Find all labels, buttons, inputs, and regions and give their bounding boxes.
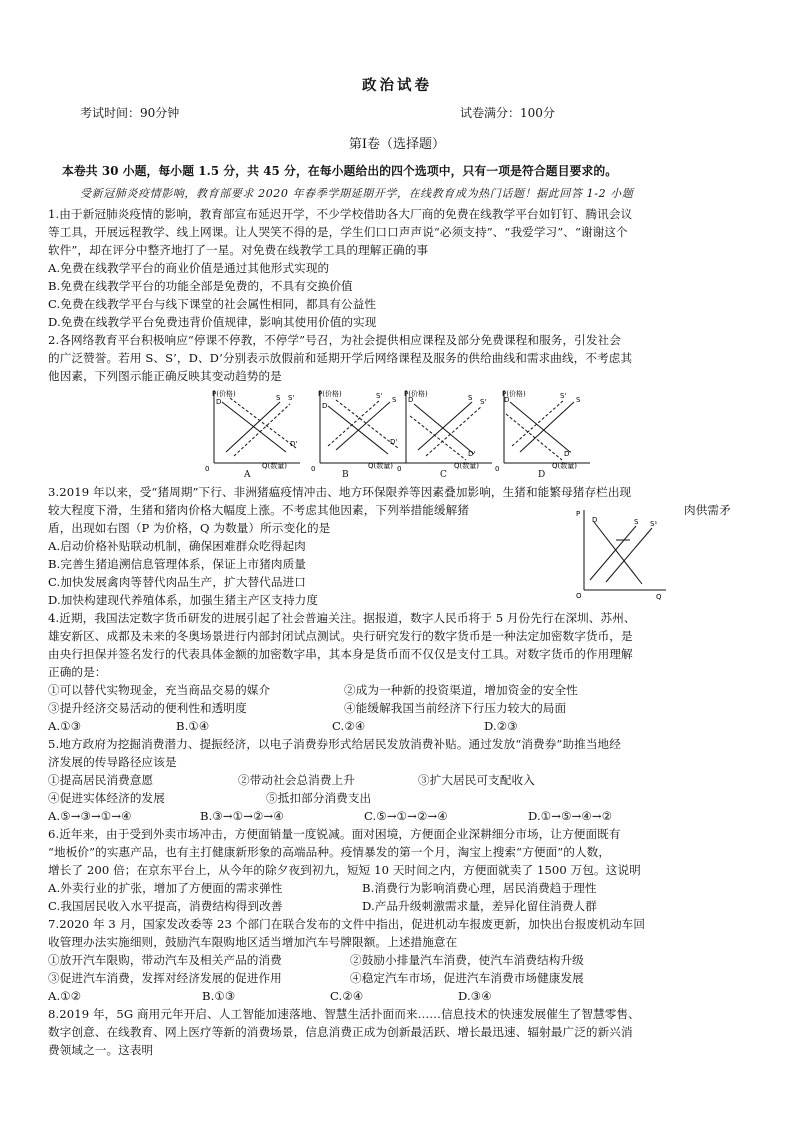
- y-axis-label: P(价格): [318, 390, 342, 398]
- question-5-item: ④促进实体经济的发展: [48, 791, 165, 805]
- y-axis-label: P(价格): [404, 390, 428, 398]
- question-1-stem: 软件”，却在评分中整齐地打了一星。对免费在线教学工具的理解正确的事: [48, 243, 429, 257]
- question-5-item: ⑤抵扣部分消费支出: [266, 791, 372, 805]
- curve-label: S: [276, 394, 281, 402]
- figure-label-b: B: [342, 470, 349, 480]
- question-3-option: C.加快发展禽肉等替代肉品生产，扩大替代品进口: [48, 575, 306, 589]
- x-axis-label: Q(数量): [454, 462, 479, 470]
- question-7-option: C.②④: [330, 989, 364, 1003]
- curve-label: S': [376, 392, 383, 400]
- question-5-stem: 5.地方政府为挖掘消费潜力、提振经济，以电子消费券形式给居民发放消费补贴。通过发放“消费券”助推当地经: [48, 737, 621, 751]
- origin-label: 0: [397, 465, 402, 473]
- part-heading: 第Ⅰ卷（选择题）: [348, 137, 446, 152]
- question-7-stem: 7.2020 年 3 月，国家发改委等 23 个部门在联合发布的文件中指出，促进机动车报废更新，加快出台报废机动车回: [48, 917, 646, 931]
- question-5-option: A.⑤→③→①→④: [48, 809, 132, 823]
- supply-curve-s: [520, 402, 574, 452]
- demand-curve-d-prime: [410, 416, 466, 460]
- question-8-stem: 费领域之一。这表明: [48, 1043, 154, 1057]
- question-4-option: B.①④: [176, 719, 210, 733]
- origin-label: O: [576, 592, 582, 600]
- question-4-item: ④能缓解我国当前经济下行压力较大的局面: [344, 701, 567, 715]
- supply-curve-s: [418, 402, 472, 450]
- question-3-option: A.启动价格补贴联动机制，确保困难群众吃得起肉: [48, 539, 306, 553]
- supply-curve: [590, 526, 636, 580]
- question-4-item: ②成为一种新的投资渠道，增加资金的安全性: [344, 683, 578, 697]
- question-1-option: D.免费在线教学平台免费违背价值规律，影响其使用价值的实现: [48, 315, 377, 329]
- curve-label: D: [504, 396, 510, 404]
- question-1-option: C.免费在线教学平台与线下课堂的社会属性相同，都具有公益性: [48, 297, 377, 311]
- curve-label: D': [290, 440, 298, 448]
- question-5-stem: 济发展的传导路径应该是: [48, 755, 177, 769]
- question-3-stem: 较大程度下滑，生猪和猪肉价格大幅度上涨。不考虑其他因素，下列举措能缓解猪: [48, 503, 469, 517]
- question-1-option: A.免费在线教学平台的商业价值是通过其他形式实现的: [48, 261, 330, 275]
- question-2-stem: 的广泛赞誉。若用 S、S’，D、D’分别表示放假前和延期开学后网络课程及服务的供给曲线和需求曲线，不考虑其: [48, 351, 633, 365]
- question-7-option: A.①②: [48, 989, 82, 1003]
- d-label: D: [592, 516, 598, 524]
- question-3-figure: [570, 506, 670, 606]
- demand-curve-d: [414, 404, 474, 454]
- question-3-stem: 3.2019 年以来，受“猪周期”下行、非洲猪瘟疫情冲击、地方环保限养等因素叠加影响，生猪和能繁母猪存栏出现: [48, 485, 632, 499]
- curve-label: S: [392, 396, 397, 404]
- q-axis-label: Q: [656, 593, 662, 601]
- curve-label: D': [390, 438, 398, 446]
- question-4-stem: 由央行担保并签名发行的代表具体金额的加密数字串，其本身是货币而不仅仅是支付工具。对数字货币的作用理解: [48, 647, 633, 661]
- question-1-stem: 1.由于新冠肺炎疫情的影响，教育部宣布延迟开学，不少学校借助各大厂商的免费在线教学平台如钉钉、腾讯会议: [48, 207, 633, 221]
- question-8-stem: 8.2019 年，5G 商用元年开启、人工智能加速落地、智慧生活扑面而来……信息技术的快速发展催生了智慧零售、: [48, 1007, 640, 1021]
- curve-label: D: [408, 396, 414, 404]
- question-7-item: ④稳定汽车市场，促进汽车消费市场健康发展: [350, 971, 584, 985]
- figure-label-a: A: [244, 470, 251, 480]
- curve-label: S: [576, 396, 581, 404]
- question-7-item: ③促进汽车消费，发挥对经济发展的促进作用: [48, 971, 282, 985]
- question-6-option: A.外卖行业的扩张，增加了方便面的需求弹性: [48, 881, 283, 895]
- y-axis-label: P(价格): [502, 390, 526, 398]
- question-3-stem: 肉供需矛: [684, 503, 731, 517]
- question-2-figure-a: [200, 386, 305, 482]
- demand-curve-d: [222, 402, 286, 452]
- question-5-option: B.③→①→②→④: [200, 809, 284, 823]
- question-4-item: ③提升经济交易活动的便利性和透明度: [48, 701, 247, 715]
- curve-label: D: [216, 398, 222, 406]
- y-axis-label: P(价格): [212, 390, 236, 398]
- question-5-item: ①提高居民消费意愿: [48, 773, 154, 787]
- s-label: S: [634, 518, 639, 526]
- question-4-stem: 雄安新区、成都及未来的冬奥场景进行内部封闭试点测试。央行研究发行的数字货币是一种法定加密数字货币，是: [48, 629, 633, 643]
- question-6-stem: 增长了 200 倍；在京东平台上，从今年的除夕夜到初九，短短 10 天时间之内，方便面就卖了 1500 万包。这说明: [48, 863, 641, 877]
- demand-curve: [594, 522, 642, 584]
- origin-label: 0: [311, 465, 316, 473]
- question-1-stem: 等工具，开展远程教学、线上网课。让人哭笑不得的是，学生们口口声声说“必须支持”、“我爱学习”、“谢谢这个: [48, 225, 628, 239]
- p-axis-label: P: [576, 510, 581, 518]
- question-5-option: C.⑤→①→②→④: [364, 809, 448, 823]
- question-2-stem: 他因素，下列图示能正确反映其变动趋势的是: [48, 369, 282, 383]
- exam-time: 考试时间：90分钟: [80, 106, 180, 120]
- curve-label: D': [468, 450, 476, 458]
- question-4-option: A.①③: [48, 719, 82, 733]
- question-3-option: B.完善生猪追溯信息管理体系，保证上市猪肉质量: [48, 557, 306, 571]
- curve-label: D: [322, 402, 328, 410]
- question-4-option: C.②④: [332, 719, 366, 733]
- curve-label: S': [288, 394, 295, 402]
- instructions: 本卷共 30 小题，每小题 1.5 分，共 45 分，在每小题给出的四个选项中，只有一项是符合题目要求的。: [62, 164, 618, 178]
- question-6-option: D.产品升级刺激需求量，差异化留住消费人群: [362, 899, 597, 913]
- question-4-stem: 4.近期，我国法定数字货币研发的进展引起了社会普遍关注。据报道，数字人民币将于 5 月份先行在深圳、苏州、: [48, 611, 636, 625]
- question-8-stem: 数字创意、在线教育、网上医疗等新的消费场景，信息消费正成为创新最活跃、增长最迅速、辐射最广泛的新兴消: [48, 1025, 633, 1039]
- question-1-option: B.免费在线教学平台的功能全部是免费的，不具有交换价值: [48, 279, 353, 293]
- supply-curve-s: [336, 402, 390, 450]
- x-axis-label: Q(数量): [552, 462, 577, 470]
- curve-label: S': [480, 398, 487, 406]
- figure-label-d: D: [538, 470, 546, 480]
- question-3-option: D.加快构建现代养殖体系，加强生猪主产区支持力度: [48, 593, 319, 607]
- demand-curve-d-prime: [336, 400, 398, 448]
- question-7-option: D.③④: [458, 989, 492, 1003]
- question-7-option: B.①③: [202, 989, 236, 1003]
- curve-label: S': [560, 392, 567, 400]
- question-5-option: D.①→⑤→④→②: [528, 809, 613, 823]
- question-6-stem: 6.近年来，由于受到外卖市场冲击，方便面销量一度锐减。面对困境，方便面企业深耕细分市场，让方便面既有: [48, 827, 621, 841]
- s1-label: S¹: [650, 520, 658, 528]
- curve-label: S: [468, 394, 473, 402]
- curve-label: D': [564, 450, 572, 458]
- supply-curve-shifted: [606, 528, 652, 582]
- question-4-stem: 正确的是：: [48, 665, 107, 679]
- question-5-item: ③扩大居民可支配收入: [418, 773, 535, 787]
- demand-curve-d: [510, 402, 570, 452]
- question-7-item: ①放开汽车限购，带动汽车及相关产品的消费: [48, 953, 282, 967]
- supply-curve-s-prime: [328, 400, 380, 446]
- question-6-option: B.消费行为影响消费心理，居民消费趋于理性: [362, 881, 597, 895]
- supply-curve-s: [226, 402, 280, 452]
- supply-curve-s-prime: [512, 400, 564, 446]
- question-4-item: ①可以替代实物现金，充当商品交易的媒介: [48, 683, 271, 697]
- demand-curve-d-prime: [230, 398, 296, 448]
- question-5-item: ②带动社会总消费上升: [238, 773, 355, 787]
- question-3-stem: 盾，出现如右图（P 为价格，Q 为数量）所示变化的是: [48, 521, 331, 535]
- origin-label: 0: [495, 465, 500, 473]
- x-axis-label: Q(数量): [262, 462, 287, 470]
- supply-curve-s-prime: [426, 406, 482, 456]
- question-7-item: ②鼓励小排量汽车消费，使汽车消费结构升级: [350, 953, 584, 967]
- question-4-option: D.②③: [484, 719, 518, 733]
- question-6-option: C.我国居民收入水平提高，消费结构得到改善: [48, 899, 283, 913]
- full-score: 试卷满分：100分: [460, 106, 555, 120]
- question-2-stem: 2.各网络教育平台积极响应“停课不停教，不停学”号召，为社会提供相应课程及部分免费课程和服务，引发社会: [48, 333, 621, 347]
- question-6-stem: “地板价”的实惠产品，也有主打健康新形象的高端品种。疫情暴发的第一个月，淘宝上搜索“方便面”的人数，: [48, 845, 611, 859]
- context-note: 受新冠肺炎疫情影响，教育部要求 2020 年春季学期延期开学，在线教育成为热门话题！据此回答 1-2 小题: [80, 187, 634, 200]
- x-axis-label: Q(数量): [368, 462, 393, 470]
- question-7-stem: 收管理办法实施细则，鼓励汽车限购地区适当增加汽车号牌限额。上述措施意在: [48, 935, 458, 949]
- figure-label-c: C: [440, 470, 447, 480]
- origin-label: 0: [205, 465, 210, 473]
- page-title: 政治试卷: [362, 77, 432, 94]
